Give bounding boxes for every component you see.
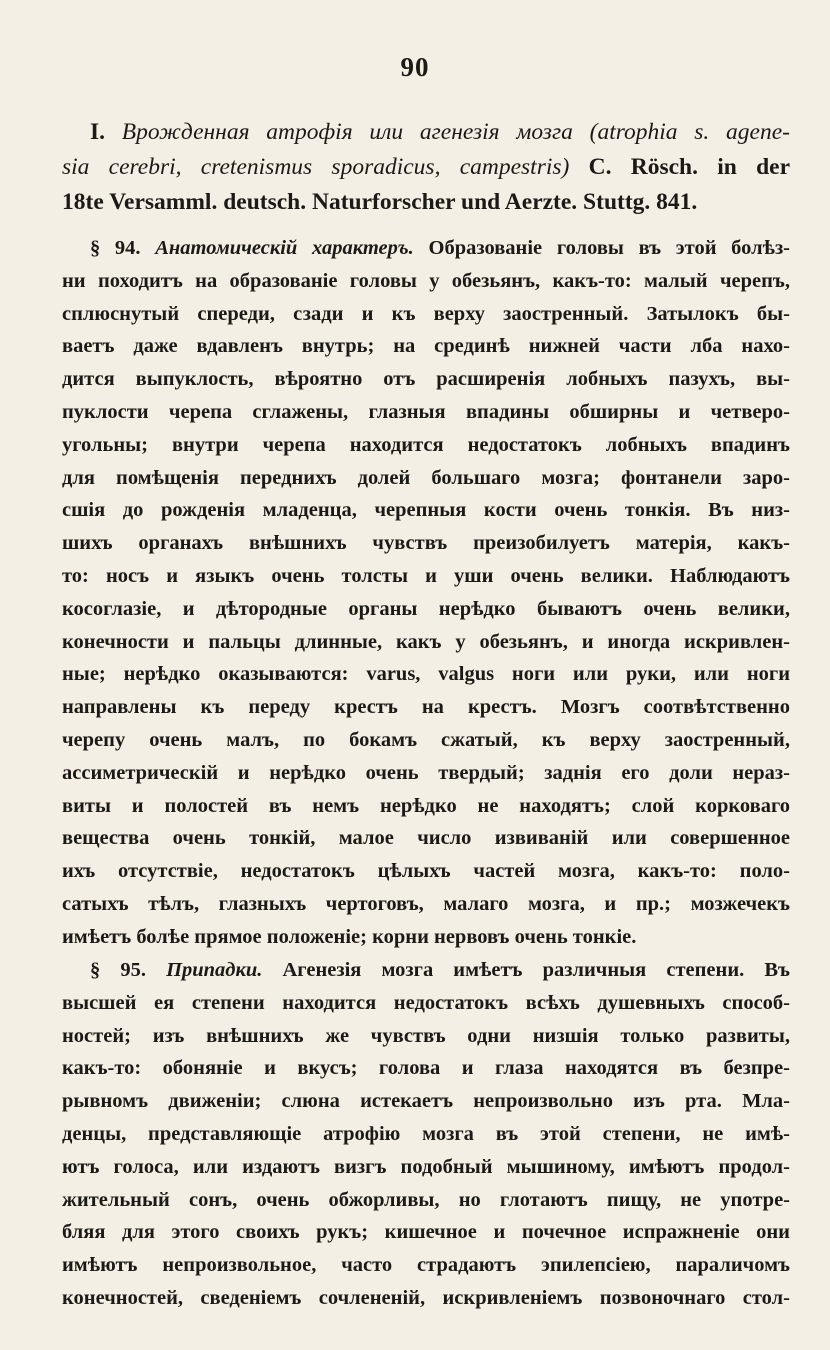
section-95-title: Припадки.	[166, 959, 263, 981]
section-94-first-text: Образованіе головы въ этой болѣз-	[428, 237, 791, 259]
text-line: высшей ея степени находится недостатокъ всѣхъ душевныхъ способ-	[62, 991, 790, 1014]
heading-title: Врожденная атрофія или агенезія мозга (atrophia s. agene-	[121, 119, 790, 145]
text-line: ютъ голоса, или издаютъ визгъ подобный мышиному, имѣютъ продол-	[62, 1155, 790, 1178]
text-line: ностей; изъ внѣшнихъ же чувствъ одни низшія только развиты,	[62, 1024, 790, 1047]
text-line: конечности и пальцы длинные, какъ у обезьянъ, и иногда искривлен-	[62, 630, 790, 653]
text-line: ихъ отсутствіе, недостатокъ цѣлыхъ частей мозга, какъ-то: поло-	[62, 860, 790, 883]
text-line: конечностей, сведеніемъ сочлененій, искривленіемъ позвоночнаго стол-	[62, 1286, 790, 1309]
section-94-paragraph	[62, 232, 790, 954]
text-line: имѣютъ непроизвольное, часто страдаютъ эпилепсіею, параличомъ	[62, 1254, 790, 1277]
text-line: ассиметрическій и нерѣдко очень твердый; заднія его доли нераз-	[62, 761, 790, 784]
text-line: жительный сонъ, очень обжорливы, но глотаютъ пищу, не употре-	[62, 1188, 790, 1211]
text-line: какъ-то: обоняніе и вкусъ; голова и глаза находятся въ безпре-	[62, 1057, 790, 1080]
chapter-heading	[62, 115, 790, 220]
section-95-first-line	[62, 954, 790, 987]
text-line: сшія до рожденія младенца, черепныя кости очень тонкія. Въ низ-	[62, 499, 790, 522]
text-line: пуклости черепа сглажены, глазныя впадины обширны и четверо-	[62, 400, 790, 423]
text-line: для помѣщенія переднихъ долей большаго мозга; фонтанели заро-	[62, 466, 790, 489]
text-line: бляя для этого своихъ рукъ; кишечное и почечное испражненіе они	[62, 1221, 790, 1244]
section-94-first-line	[62, 232, 790, 265]
text-line: имѣетъ болѣе прямое положеніе; корни нервовъ очень тонкіе.	[62, 925, 637, 948]
heading-line-2	[62, 150, 790, 185]
text-line: ни походитъ на образованіе головы у обезьянъ, какъ-то: малый черепъ,	[62, 269, 790, 292]
text-line: ные; нерѣдко оказываются: varus, valgus ноги или руки, или ноги	[62, 663, 790, 686]
text-line: косоглазіе, и дѣтородные органы нерѣдко бываютъ очень велики,	[62, 597, 790, 620]
text-line: денцы, представляющіе атрофію мозга въ этой степени, не имѣ-	[62, 1122, 790, 1145]
section-95-number: § 95.	[90, 959, 146, 981]
heading-latin-terms: sia cerebri, cretenismus sporadicus, campestris)	[62, 154, 570, 180]
heading-citation-start: C. Rösch. in der	[588, 154, 791, 180]
text-line: виты и полостей въ немъ нерѣдко не находятъ; слой корковаго	[62, 794, 790, 817]
text-line: дится выпуклость, вѣроятно отъ расширенія лобныхъ пазухъ, вы-	[62, 368, 790, 391]
text-line: вещества очень тонкій, малое число извиваній или совершенное	[62, 827, 790, 850]
text-line: сатыхъ тѣлъ, глазныхъ чертоговъ, малаго мозга, и пр.; мозжечекъ	[62, 892, 790, 915]
heading-line-1	[62, 115, 790, 150]
section-94-title: Анатомическій характеръ.	[155, 237, 414, 259]
text-line: то: носъ и языкъ очень толсты и уши очень велики. Наблюдаютъ	[62, 564, 790, 587]
heading-number: I.	[90, 119, 106, 145]
page-number: 90	[400, 52, 430, 82]
text-line: шихъ органахъ внѣшнихъ чувствъ преизобилуетъ матерія, какъ-	[62, 532, 790, 555]
section-95-first-text: Агенезія мозга имѣетъ различныя степени. Въ	[282, 959, 790, 981]
text-line: угольны; внутри черепа находится недостатокъ лобныхъ впадинъ	[62, 433, 790, 456]
text-line: сплюснутый спереди, сзади и къ верху заостренный. Затылокъ бы-	[62, 302, 790, 325]
section-95-paragraph	[62, 954, 790, 1315]
text-line: ваетъ даже вдавленъ внутрь; на срединѣ нижней части лба нахо-	[62, 335, 790, 358]
text-line: черепу очень малъ, по бокамъ сжатый, къ верху заостренный,	[62, 728, 790, 751]
text-line: направлены къ переду крестъ на крестъ. Мозгъ соотвѣтственно	[62, 696, 790, 719]
heading-citation-end: 18te Versamml. deutsch. Naturforscher und Aerzte. Stuttg. 841.	[62, 189, 698, 215]
text-line: рывномъ движеніи; слюна истекаетъ непроизвольно изъ рта. Мла-	[62, 1090, 790, 1113]
section-94-number: § 94.	[90, 237, 141, 259]
